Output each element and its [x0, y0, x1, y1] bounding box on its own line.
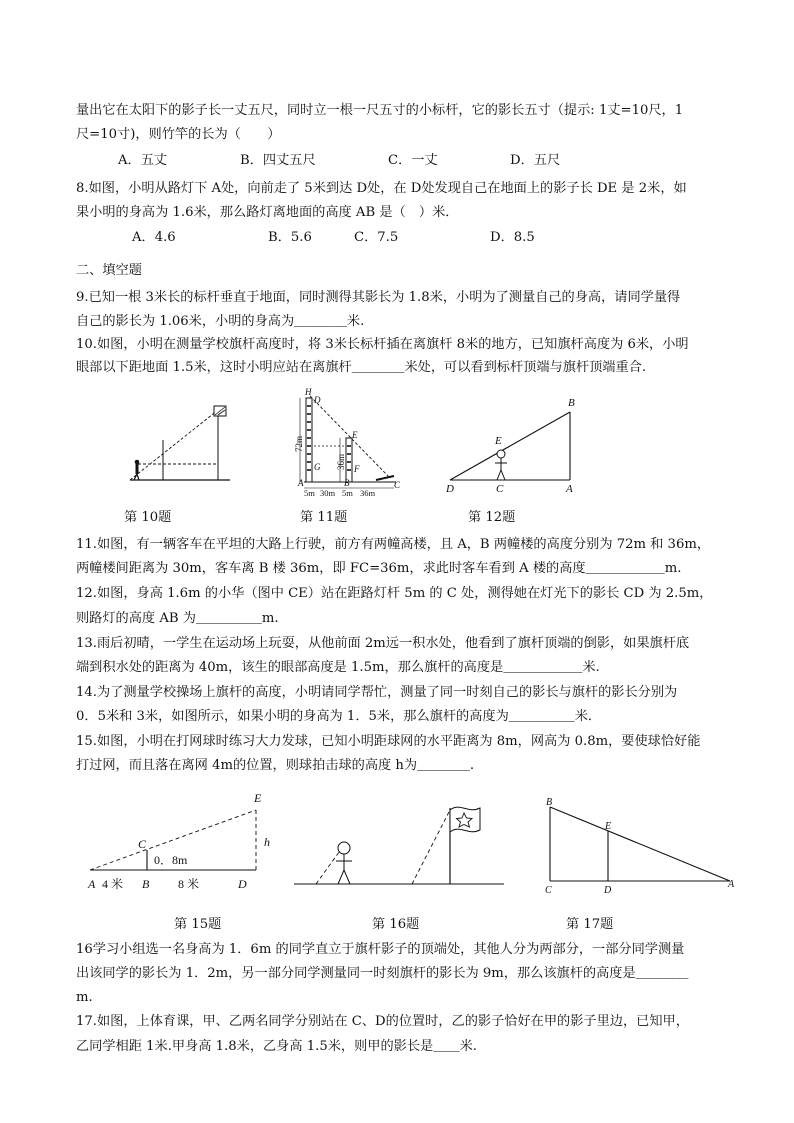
- q13-line2: 端到积水处的距离为 40m，该生的眼部高度是 1.5m，那么旗杆的高度是＿＿＿＿＿＿米.: [76, 660, 600, 675]
- fig12-label-c: C: [496, 483, 504, 495]
- fig15-label-c: C: [138, 837, 147, 851]
- q8-option-b: B．5.6: [268, 230, 312, 245]
- fig12-label-b: B: [568, 397, 575, 409]
- q7-option-d: D．五尺: [510, 153, 561, 168]
- q16-line1: 16学习小组选一名身高为 1．6m 的同学直立于旗杆影子的顶端处，其他人分为两部分，一部分同学测量: [76, 942, 685, 957]
- q7-line2: 尺=10寸)，则竹竿的长为（ ）: [76, 127, 281, 142]
- fig12-label-d: D: [446, 483, 454, 495]
- fig17-label-d: D: [604, 885, 612, 896]
- q8-line2: 果小明的身高为 1.6米，那么路灯离地面的高度 AB 是（ ）米．: [76, 205, 459, 220]
- q8-line1: 8.如图，小明从路灯下 A处，向前走了 5米到达 D处，在 D处发现自己在地面上的影子长 DE 是 2米，如: [76, 181, 687, 196]
- fig17-label-e: E: [605, 821, 612, 832]
- fig11-label-g: G: [314, 462, 321, 472]
- figure-16: [292, 800, 512, 895]
- fig17-label-a: A: [728, 879, 735, 890]
- q16-line3: m.: [76, 990, 93, 1005]
- fig15-label-a: A: [88, 877, 96, 891]
- fig11-label-d: D: [314, 395, 321, 405]
- q10-line1: 10.如图，小明在测量学校旗杆高度时，将 3米长标杆插在离旗杆 8米的地方，已知旗杆高度为 6米，小明: [76, 337, 689, 352]
- fig11-label-e: E: [352, 430, 358, 440]
- fig11-dist-5a: 5m: [304, 488, 315, 498]
- fig17-label-c: C: [545, 885, 552, 896]
- q12-line2: 则路灯的高度 AB 为＿＿＿＿＿m.: [76, 611, 279, 626]
- fig15-net-height: 0．8m: [154, 853, 188, 867]
- q8-option-a: A．4.6: [132, 230, 176, 245]
- fig11-label-a: A: [298, 478, 304, 488]
- figure-12: [440, 392, 590, 502]
- fig15-dist-8: 8 米: [178, 877, 200, 891]
- q16-line2: 出该同学的影长为 1．2m，另一部分同学测量同一时刻旗杆的影长为 9m，那么该旗杆的高度是＿＿＿＿: [76, 966, 689, 981]
- fig15-label-d: D: [238, 877, 247, 891]
- caption-fig17: 第 17题: [566, 917, 614, 932]
- fig11-label-h: H: [305, 388, 312, 397]
- q14-line1: 14.为了测量学校操场上旗杆的高度，小明请同学帮忙，测量了同一时刻自己的影长与旗杆的影长分别为: [76, 685, 678, 700]
- fig11-label-b: B: [344, 478, 350, 488]
- figure-17: [540, 795, 740, 900]
- q7-option-a: A．五丈: [118, 153, 168, 168]
- section-heading: 二、填空题: [76, 263, 142, 278]
- fig11-dist-30: 30m: [320, 488, 336, 498]
- q14-line2: 0．5米和 3米，如图所示，如果小明的身高为 1．5米，那么旗杆的高度为＿＿＿＿＿米．: [76, 709, 602, 724]
- fig11-label-c: C: [394, 480, 401, 490]
- fig11-dist-36: 36m: [360, 488, 376, 498]
- fig11-dist-5b: 5m: [342, 488, 353, 498]
- q15-line2: 打过网，而且落在离网 4m的位置，则球拍击球的高度 h为＿＿＿＿.: [76, 758, 475, 773]
- fig11-label-f: F: [354, 464, 360, 474]
- fig15-label-e: E: [254, 791, 262, 805]
- caption-fig16: 第 16题: [372, 917, 420, 932]
- caption-fig10: 第 10题: [124, 510, 172, 525]
- q7-option-b: B．四丈五尺: [240, 153, 316, 168]
- fig15-dist-4: 4 米: [102, 877, 124, 891]
- fig12-label-e: E: [495, 435, 502, 447]
- caption-fig11: 第 11题: [300, 510, 348, 525]
- figure-11: [290, 388, 410, 498]
- q15-line1: 15.如图，小明在打网球时练习大力发球，已知小明距球网的水平距离为 8m，网高为 0.8m，要使球恰好能: [76, 734, 701, 749]
- q13-line1: 13.雨后初晴，一学生在运动场上玩耍，从他前面 2m远一积水处，他看到了旗杆顶端的倒影，如果旗杆底: [76, 636, 690, 651]
- q8-option-c: C．7.5: [354, 230, 399, 245]
- fig17-label-b: B: [546, 797, 553, 808]
- caption-fig12: 第 12题: [468, 510, 516, 525]
- fig11-height-36: 36m: [336, 453, 346, 470]
- q9-line1: 9.已知一根 3米长的标杆垂直于地面，同时测得其影长为 1.8米，小明为了测量自己的身高，请同学量得: [76, 290, 681, 305]
- fig11-height-72: 72m: [294, 435, 304, 452]
- q8-option-d: D．8.5: [490, 230, 535, 245]
- q10-line2: 眼部以下距地面 1.5米，这时小明应站在离旗杆＿＿＿＿米处，可以看到标杆顶端与旗杆顶端重合.: [76, 360, 647, 375]
- figure-15: [80, 788, 280, 898]
- q7-line1: 量出它在太阳下的影子长一丈五尺，同时立一根一尺五寸的小标杆，它的影长五寸（提示: 1丈=10尺，1: [76, 103, 684, 118]
- q11-line1: 11.如图，有一辆客车在平坦的大路上行驶，前方有两幢高楼，且 A，B 两幢楼的高度分别为 72m 和 36m，: [76, 537, 711, 552]
- q17-line2: 乙同学相距 1米.甲身高 1.8米，乙身高 1.5米，则甲的影长是＿＿米.: [76, 1039, 477, 1054]
- q7-option-c: C．一丈: [388, 153, 438, 168]
- q11-line2: 两幢楼间距离为 30m，客车离 B 楼 36m，即 FC=36m，求此时客车看到 A 楼的高度＿＿＿＿＿＿m.: [76, 561, 682, 576]
- fig15-label-h: h: [264, 835, 270, 849]
- fig12-label-a: A: [566, 483, 573, 495]
- q12-line1: 12.如图，身高 1.6m 的小华（图中 CE）站在距路灯杆 5m 的 C 处，测得她在灯光下的影长 CD 为 2.5m，: [76, 586, 713, 601]
- q9-line2: 自己的影长为 1.06米，小明的身高为＿＿＿＿米.: [76, 314, 365, 329]
- fig15-label-b: B: [142, 877, 150, 891]
- figure-10: [118, 400, 238, 488]
- caption-fig15: 第 15题: [174, 917, 222, 932]
- q17-line1: 17.如图，上体育课，甲、乙两名同学分别站在 C、D的位置时，乙的影子恰好在甲的影子里边，已知甲，: [76, 1014, 689, 1029]
